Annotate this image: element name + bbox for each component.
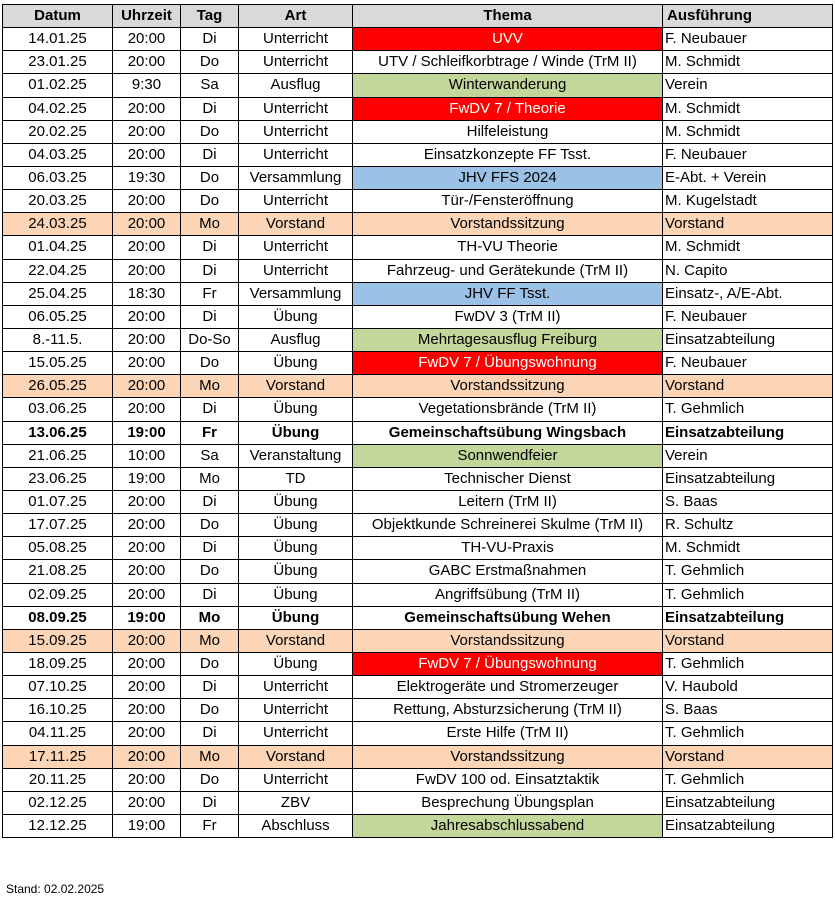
cell-art: Übung (239, 305, 353, 328)
cell-tag: Di (181, 398, 239, 421)
cell-ausfuehrung: Verein (663, 74, 833, 97)
cell-uhrzeit: 20:00 (113, 722, 181, 745)
cell-datum: 01.04.25 (3, 236, 113, 259)
cell-datum: 13.06.25 (3, 421, 113, 444)
table-row (3, 606, 833, 629)
cell-uhrzeit: 20:00 (113, 213, 181, 236)
cell-thema: UVV (353, 28, 663, 51)
cell-thema: FwDV 3 (TrM II) (353, 305, 663, 328)
table-row (3, 305, 833, 328)
cell-thema: FwDV 7 / Übungswohnung (353, 352, 663, 375)
cell-art: Unterricht (239, 190, 353, 213)
cell-uhrzeit: 10:00 (113, 444, 181, 467)
cell-datum: 22.04.25 (3, 259, 113, 282)
cell-tag: Do (181, 51, 239, 74)
cell-art: Abschluss (239, 814, 353, 837)
cell-datum: 12.12.25 (3, 814, 113, 837)
cell-uhrzeit: 20:00 (113, 28, 181, 51)
stand-date: Stand: 02.02.2025 (6, 882, 105, 896)
cell-ausfuehrung: Vorstand (663, 213, 833, 236)
table-row (3, 166, 833, 189)
cell-uhrzeit: 20:00 (113, 398, 181, 421)
cell-art: ZBV (239, 791, 353, 814)
table-row (3, 213, 833, 236)
cell-tag: Do (181, 352, 239, 375)
cell-art: Übung (239, 560, 353, 583)
cell-uhrzeit: 19:00 (113, 467, 181, 490)
cell-art: Übung (239, 352, 353, 375)
cell-ausfuehrung: M. Schmidt (663, 537, 833, 560)
cell-datum: 21.06.25 (3, 444, 113, 467)
table-row (3, 467, 833, 490)
cell-thema: Mehrtagesausflug Freiburg (353, 328, 663, 351)
cell-thema: Jahresabschlussabend (353, 814, 663, 837)
cell-art: Unterricht (239, 676, 353, 699)
header-tag: Tag (181, 5, 239, 28)
cell-ausfuehrung: Vorstand (663, 375, 833, 398)
cell-art: Übung (239, 514, 353, 537)
training-schedule-table (2, 4, 833, 838)
cell-ausfuehrung: Verein (663, 444, 833, 467)
cell-tag: Di (181, 490, 239, 513)
cell-thema: Leitern (TrM II) (353, 490, 663, 513)
cell-uhrzeit: 20:00 (113, 791, 181, 814)
cell-datum: 15.09.25 (3, 629, 113, 652)
cell-tag: Di (181, 143, 239, 166)
cell-uhrzeit: 20:00 (113, 768, 181, 791)
header-row (3, 5, 833, 28)
cell-art: Versammlung (239, 282, 353, 305)
cell-ausfuehrung: Einsatzabteilung (663, 791, 833, 814)
table-row (3, 444, 833, 467)
cell-datum: 20.02.25 (3, 120, 113, 143)
cell-tag: Fr (181, 282, 239, 305)
cell-tag: Di (181, 28, 239, 51)
cell-datum: 8.-11.5. (3, 328, 113, 351)
table-row (3, 375, 833, 398)
cell-uhrzeit: 20:00 (113, 652, 181, 675)
table-row (3, 28, 833, 51)
cell-ausfuehrung: N. Capito (663, 259, 833, 282)
cell-datum: 25.04.25 (3, 282, 113, 305)
table-row (3, 490, 833, 513)
header-ausfuehrung: Ausführung (663, 5, 833, 28)
cell-thema: Hilfeleistung (353, 120, 663, 143)
cell-thema: GABC Erstmaßnahmen (353, 560, 663, 583)
cell-ausfuehrung: F. Neubauer (663, 352, 833, 375)
cell-ausfuehrung: F. Neubauer (663, 305, 833, 328)
table-row (3, 143, 833, 166)
cell-uhrzeit: 20:00 (113, 375, 181, 398)
cell-ausfuehrung: Einsatzabteilung (663, 328, 833, 351)
cell-art: Unterricht (239, 699, 353, 722)
table-row (3, 814, 833, 837)
cell-uhrzeit: 19:30 (113, 166, 181, 189)
cell-thema: Vegetationsbrände (TrM II) (353, 398, 663, 421)
cell-uhrzeit: 20:00 (113, 629, 181, 652)
cell-ausfuehrung: F. Neubauer (663, 28, 833, 51)
cell-art: TD (239, 467, 353, 490)
cell-ausfuehrung: T. Gehmlich (663, 652, 833, 675)
cell-thema: Gemeinschaftsübung Wingsbach (353, 421, 663, 444)
cell-uhrzeit: 20:00 (113, 560, 181, 583)
cell-ausfuehrung: T. Gehmlich (663, 722, 833, 745)
cell-uhrzeit: 9:30 (113, 74, 181, 97)
cell-datum: 02.12.25 (3, 791, 113, 814)
cell-thema: FwDV 7 / Übungswohnung (353, 652, 663, 675)
cell-tag: Mo (181, 213, 239, 236)
cell-thema: Einsatzkonzepte FF Tsst. (353, 143, 663, 166)
cell-ausfuehrung: Einsatzabteilung (663, 606, 833, 629)
header-uhrzeit: Uhrzeit (113, 5, 181, 28)
table-row (3, 537, 833, 560)
cell-uhrzeit: 20:00 (113, 305, 181, 328)
cell-ausfuehrung: S. Baas (663, 699, 833, 722)
cell-art: Vorstand (239, 375, 353, 398)
table-row (3, 282, 833, 305)
table-row (3, 560, 833, 583)
cell-tag: Do-So (181, 328, 239, 351)
table-row (3, 352, 833, 375)
cell-uhrzeit: 20:00 (113, 352, 181, 375)
table-row (3, 745, 833, 768)
cell-uhrzeit: 19:00 (113, 421, 181, 444)
cell-thema: Elektrogeräte und Stromerzeuger (353, 676, 663, 699)
table-row (3, 652, 833, 675)
cell-art: Ausflug (239, 74, 353, 97)
cell-art: Unterricht (239, 51, 353, 74)
cell-art: Unterricht (239, 143, 353, 166)
cell-datum: 08.09.25 (3, 606, 113, 629)
cell-thema: Angriffsübung (TrM II) (353, 583, 663, 606)
cell-datum: 05.08.25 (3, 537, 113, 560)
cell-ausfuehrung: M. Schmidt (663, 236, 833, 259)
cell-tag: Do (181, 768, 239, 791)
cell-thema: JHV FF Tsst. (353, 282, 663, 305)
cell-datum: 23.06.25 (3, 467, 113, 490)
cell-datum: 03.06.25 (3, 398, 113, 421)
cell-thema: FwDV 100 od. Einsatztaktik (353, 768, 663, 791)
cell-art: Übung (239, 652, 353, 675)
cell-tag: Di (181, 97, 239, 120)
cell-ausfuehrung: F. Neubauer (663, 143, 833, 166)
cell-tag: Fr (181, 421, 239, 444)
cell-datum: 01.02.25 (3, 74, 113, 97)
cell-datum: 17.07.25 (3, 514, 113, 537)
cell-tag: Di (181, 722, 239, 745)
cell-ausfuehrung: M. Schmidt (663, 51, 833, 74)
cell-thema: TH-VU-Praxis (353, 537, 663, 560)
cell-uhrzeit: 20:00 (113, 676, 181, 699)
cell-art: Versammlung (239, 166, 353, 189)
cell-tag: Sa (181, 444, 239, 467)
cell-tag: Fr (181, 814, 239, 837)
cell-art: Übung (239, 421, 353, 444)
cell-tag: Di (181, 583, 239, 606)
cell-ausfuehrung: Vorstand (663, 629, 833, 652)
cell-tag: Do (181, 699, 239, 722)
cell-art: Übung (239, 537, 353, 560)
cell-tag: Di (181, 236, 239, 259)
cell-ausfuehrung: Einsatz-, A/E-Abt. (663, 282, 833, 305)
cell-datum: 02.09.25 (3, 583, 113, 606)
cell-ausfuehrung: T. Gehmlich (663, 583, 833, 606)
cell-art: Unterricht (239, 97, 353, 120)
cell-ausfuehrung: S. Baas (663, 490, 833, 513)
cell-thema: Objektkunde Schreinerei Skulme (TrM II) (353, 514, 663, 537)
cell-datum: 23.01.25 (3, 51, 113, 74)
cell-art: Unterricht (239, 236, 353, 259)
cell-tag: Do (181, 190, 239, 213)
cell-art: Ausflug (239, 328, 353, 351)
cell-thema: Fahrzeug- und Gerätekunde (TrM II) (353, 259, 663, 282)
cell-thema: Vorstandssitzung (353, 213, 663, 236)
cell-thema: UTV / Schleifkorbtrage / Winde (TrM II) (353, 51, 663, 74)
table-row (3, 699, 833, 722)
table-row (3, 398, 833, 421)
cell-ausfuehrung: Einsatzabteilung (663, 421, 833, 444)
cell-art: Unterricht (239, 120, 353, 143)
cell-tag: Di (181, 676, 239, 699)
cell-thema: Winterwanderung (353, 74, 663, 97)
cell-thema: Vorstandssitzung (353, 745, 663, 768)
cell-art: Vorstand (239, 629, 353, 652)
table-row (3, 629, 833, 652)
cell-thema: Besprechung Übungsplan (353, 791, 663, 814)
cell-datum: 20.11.25 (3, 768, 113, 791)
cell-tag: Do (181, 514, 239, 537)
cell-tag: Mo (181, 629, 239, 652)
cell-ausfuehrung: M. Kugelstadt (663, 190, 833, 213)
cell-tag: Do (181, 120, 239, 143)
cell-uhrzeit: 20:00 (113, 51, 181, 74)
cell-datum: 04.02.25 (3, 97, 113, 120)
cell-datum: 06.03.25 (3, 166, 113, 189)
cell-datum: 14.01.25 (3, 28, 113, 51)
cell-uhrzeit: 20:00 (113, 120, 181, 143)
cell-datum: 04.11.25 (3, 722, 113, 745)
schedule-body (3, 28, 833, 838)
cell-uhrzeit: 20:00 (113, 328, 181, 351)
cell-tag: Di (181, 791, 239, 814)
table-row (3, 583, 833, 606)
cell-art: Übung (239, 606, 353, 629)
cell-ausfuehrung: Einsatzabteilung (663, 467, 833, 490)
cell-tag: Do (181, 560, 239, 583)
cell-tag: Sa (181, 74, 239, 97)
cell-uhrzeit: 20:00 (113, 190, 181, 213)
cell-uhrzeit: 20:00 (113, 259, 181, 282)
cell-thema: Gemeinschaftsübung Wehen (353, 606, 663, 629)
cell-uhrzeit: 20:00 (113, 583, 181, 606)
cell-datum: 04.03.25 (3, 143, 113, 166)
cell-art: Übung (239, 490, 353, 513)
cell-thema: Technischer Dienst (353, 467, 663, 490)
table-row (3, 514, 833, 537)
cell-thema: Rettung, Absturzsicherung (TrM II) (353, 699, 663, 722)
cell-thema: Vorstandssitzung (353, 629, 663, 652)
cell-ausfuehrung: T. Gehmlich (663, 768, 833, 791)
cell-thema: FwDV 7 / Theorie (353, 97, 663, 120)
cell-tag: Di (181, 537, 239, 560)
cell-tag: Di (181, 259, 239, 282)
cell-art: Veranstaltung (239, 444, 353, 467)
table-row (3, 51, 833, 74)
cell-tag: Mo (181, 467, 239, 490)
table-row (3, 74, 833, 97)
cell-uhrzeit: 20:00 (113, 490, 181, 513)
header-datum: Datum (3, 5, 113, 28)
cell-uhrzeit: 20:00 (113, 97, 181, 120)
cell-ausfuehrung: V. Haubold (663, 676, 833, 699)
cell-ausfuehrung: Vorstand (663, 745, 833, 768)
cell-thema: Tür-/Fensteröffnung (353, 190, 663, 213)
cell-datum: 26.05.25 (3, 375, 113, 398)
cell-tag: Mo (181, 375, 239, 398)
cell-art: Unterricht (239, 768, 353, 791)
cell-tag: Di (181, 305, 239, 328)
cell-ausfuehrung: M. Schmidt (663, 120, 833, 143)
cell-art: Unterricht (239, 722, 353, 745)
cell-ausfuehrung: T. Gehmlich (663, 398, 833, 421)
cell-thema: Erste Hilfe (TrM II) (353, 722, 663, 745)
cell-art: Vorstand (239, 213, 353, 236)
cell-uhrzeit: 19:00 (113, 814, 181, 837)
cell-ausfuehrung: R. Schultz (663, 514, 833, 537)
cell-datum: 07.10.25 (3, 676, 113, 699)
cell-datum: 20.03.25 (3, 190, 113, 213)
table-row (3, 259, 833, 282)
header-art: Art (239, 5, 353, 28)
cell-art: Vorstand (239, 745, 353, 768)
cell-datum: 06.05.25 (3, 305, 113, 328)
cell-uhrzeit: 18:30 (113, 282, 181, 305)
cell-datum: 21.08.25 (3, 560, 113, 583)
table-row (3, 120, 833, 143)
table-row (3, 328, 833, 351)
cell-tag: Do (181, 166, 239, 189)
cell-ausfuehrung: E-Abt. + Verein (663, 166, 833, 189)
cell-tag: Do (181, 652, 239, 675)
cell-datum: 24.03.25 (3, 213, 113, 236)
cell-ausfuehrung: Einsatzabteilung (663, 814, 833, 837)
cell-datum: 18.09.25 (3, 652, 113, 675)
cell-art: Übung (239, 583, 353, 606)
table-row (3, 676, 833, 699)
table-row (3, 791, 833, 814)
cell-uhrzeit: 20:00 (113, 143, 181, 166)
cell-tag: Mo (181, 606, 239, 629)
cell-uhrzeit: 20:00 (113, 699, 181, 722)
cell-uhrzeit: 20:00 (113, 236, 181, 259)
cell-thema: TH-VU Theorie (353, 236, 663, 259)
table-row (3, 190, 833, 213)
cell-ausfuehrung: T. Gehmlich (663, 560, 833, 583)
cell-uhrzeit: 20:00 (113, 745, 181, 768)
cell-ausfuehrung: M. Schmidt (663, 97, 833, 120)
cell-datum: 01.07.25 (3, 490, 113, 513)
table-row (3, 421, 833, 444)
cell-art: Unterricht (239, 28, 353, 51)
cell-datum: 17.11.25 (3, 745, 113, 768)
cell-thema: Sonnwendfeier (353, 444, 663, 467)
cell-datum: 16.10.25 (3, 699, 113, 722)
table-row (3, 722, 833, 745)
cell-thema: JHV FFS 2024 (353, 166, 663, 189)
cell-tag: Mo (181, 745, 239, 768)
cell-uhrzeit: 19:00 (113, 606, 181, 629)
table-row (3, 768, 833, 791)
cell-uhrzeit: 20:00 (113, 514, 181, 537)
cell-datum: 15.05.25 (3, 352, 113, 375)
cell-art: Übung (239, 398, 353, 421)
cell-art: Unterricht (239, 259, 353, 282)
table-row (3, 97, 833, 120)
table-row (3, 236, 833, 259)
header-thema: Thema (353, 5, 663, 28)
cell-thema: Vorstandssitzung (353, 375, 663, 398)
cell-uhrzeit: 20:00 (113, 537, 181, 560)
